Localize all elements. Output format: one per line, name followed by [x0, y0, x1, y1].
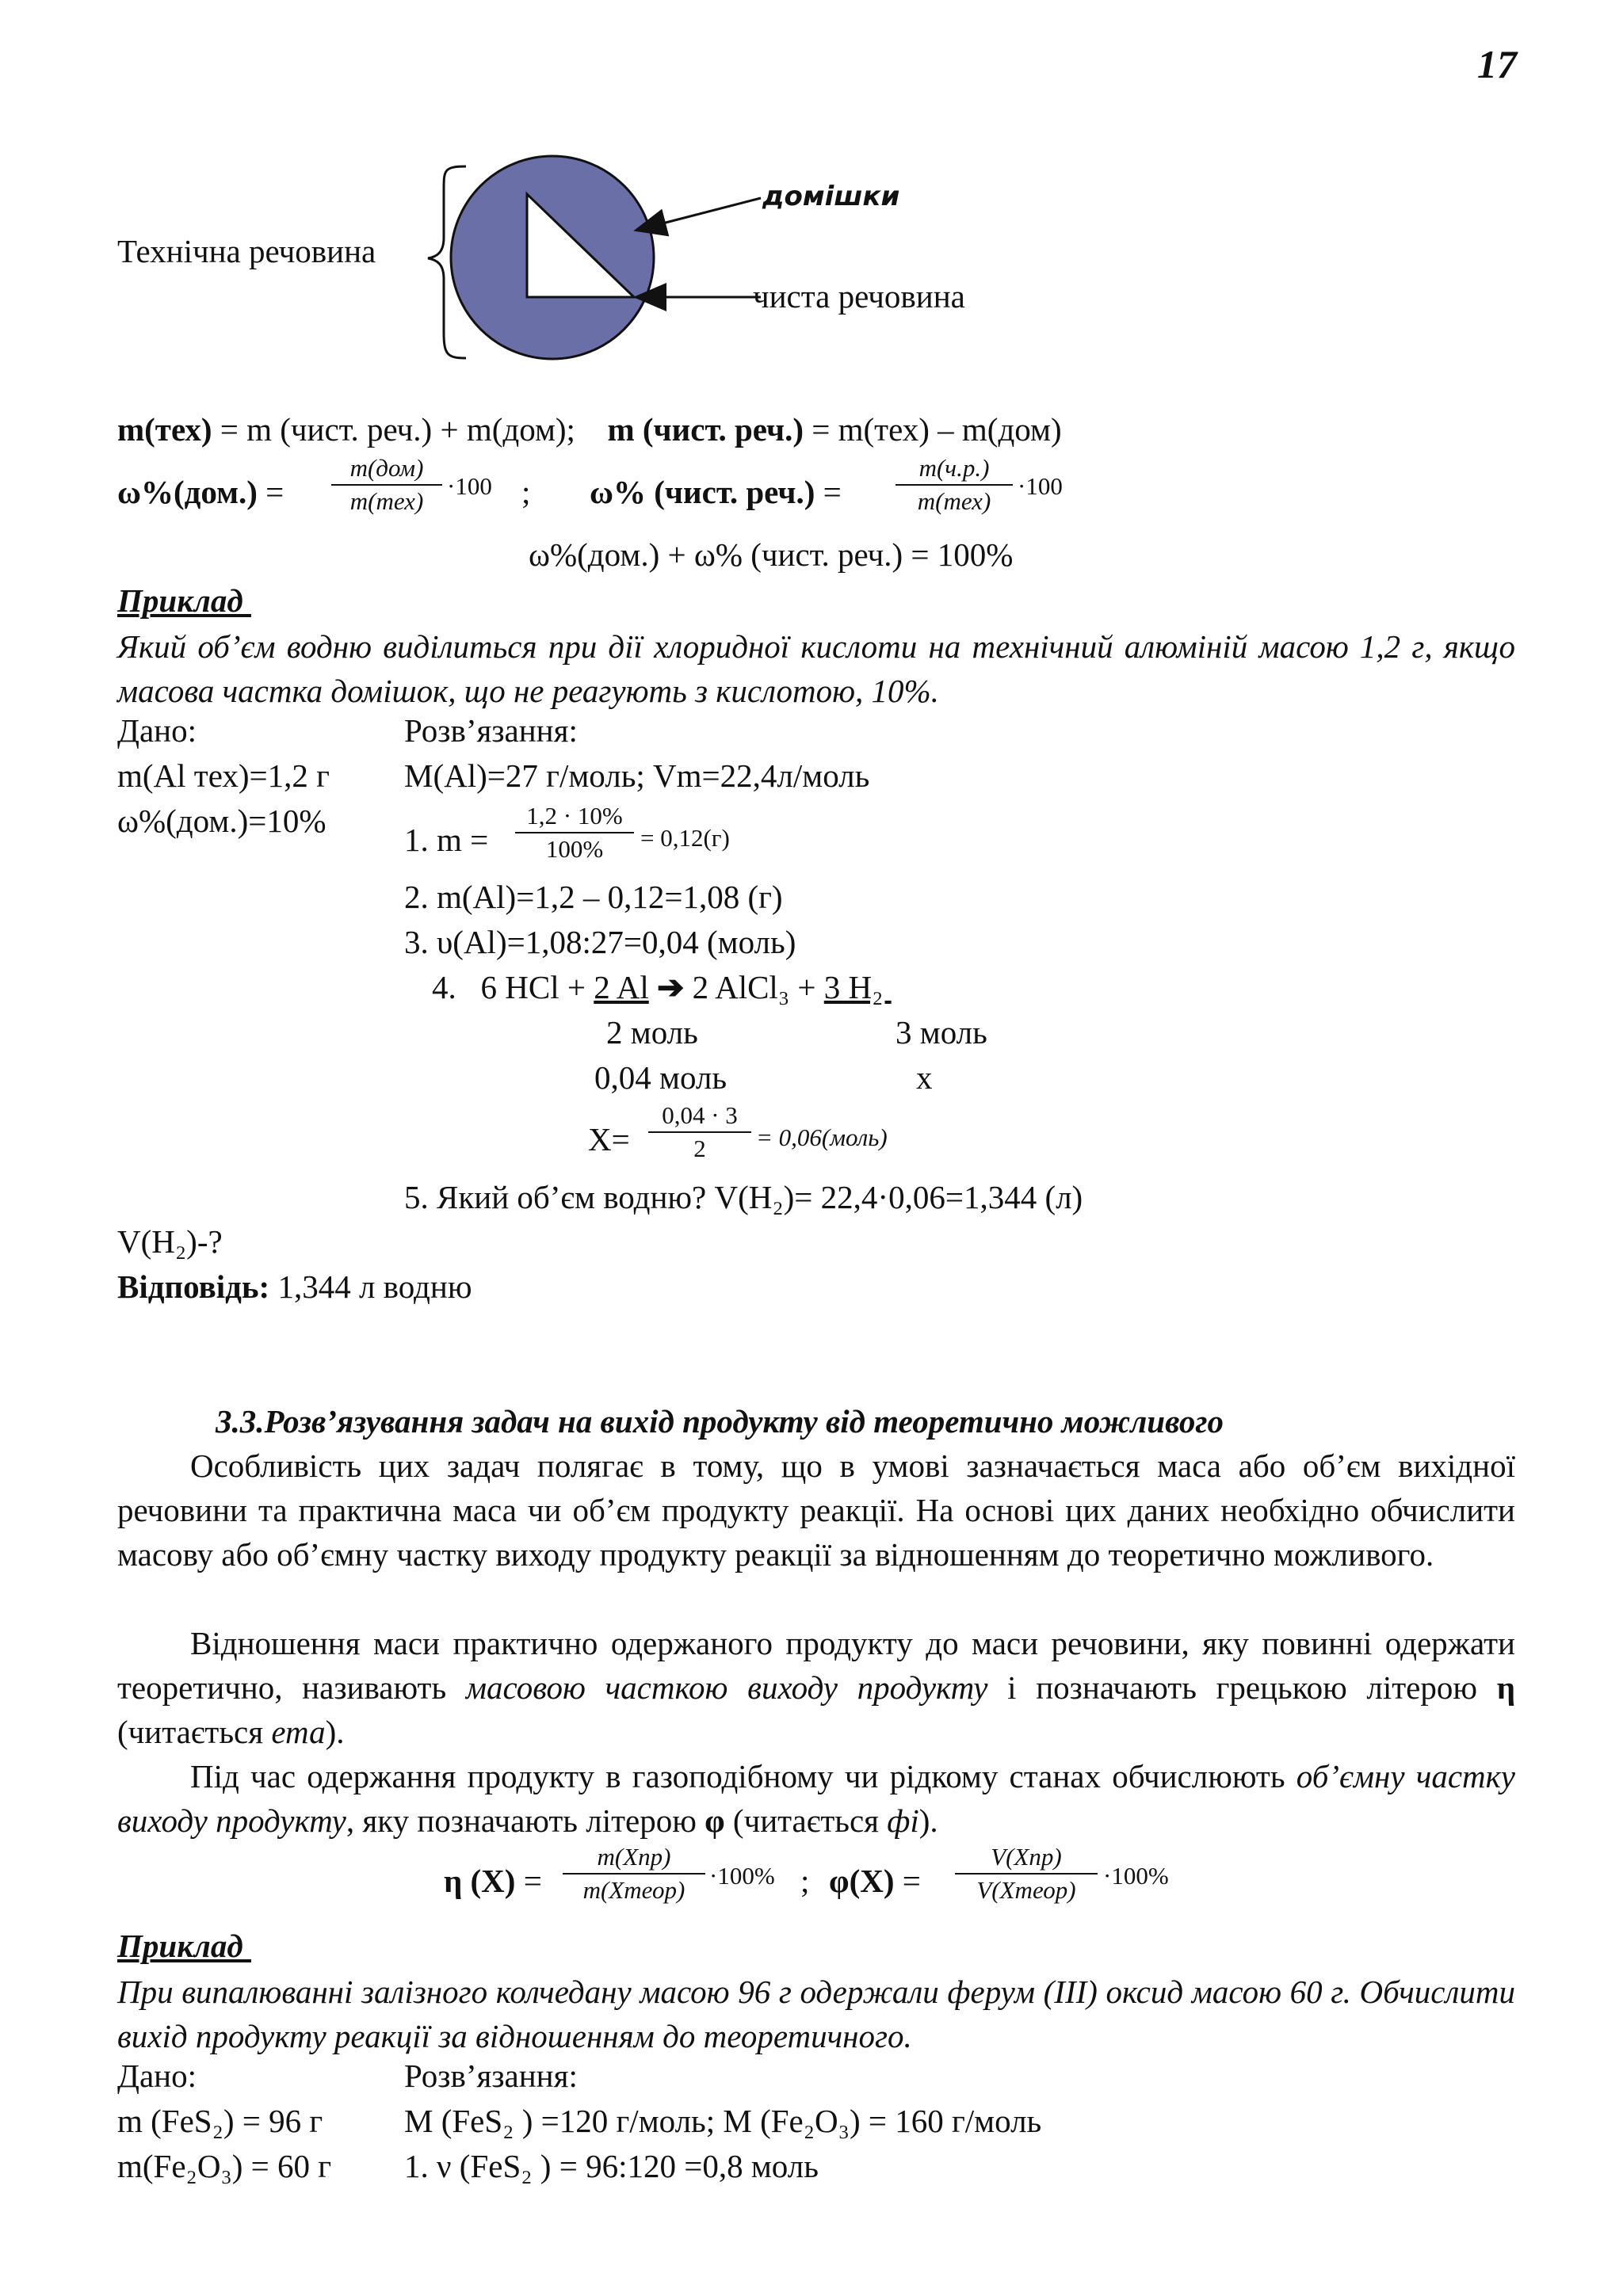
example1-step3: 3. υ(Al)=1,08:27=0,04 (моль)	[404, 924, 796, 960]
section-paragraph-3: Під час одержання продукту в газоподібному чи рідкому станах обчислюють об’ємну частку виходу продукту, яку позначають літерою φ (читається фі).	[117, 1758, 1515, 1839]
example2-heading: Приклад	[117, 1928, 251, 1964]
example1-mol-2: 2 моль	[606, 1014, 698, 1051]
section-title: 3.3.Розв’язування задач на вихід продукту від теоретично можливого	[216, 1403, 1224, 1440]
example2-given-2: m(Fe₂O₃) = 60 г	[117, 2148, 332, 2184]
example1-x-fraction: 0,04 · 3 2	[648, 1101, 751, 1163]
example2-given-1: m (FeS₂) = 96 г	[117, 2103, 323, 2139]
eta-label: η (X) =	[444, 1863, 542, 1899]
example1-mol-3: 3 моль	[896, 1014, 987, 1051]
example1-solution-label: Розв’язання:	[404, 712, 578, 749]
technical-substance-diagram	[0, 0, 1623, 380]
phi-fraction: V(Xпр) V(Xтеор)	[955, 1843, 1098, 1905]
example1-given-label: Дано:	[117, 712, 197, 749]
w-sum-formula: ω%(дом.) + ω% (чист. реч.) = 100%	[529, 536, 1014, 573]
w-semicolon: ;	[521, 474, 531, 510]
example2-step1: 1. ν (FeS₂ ) = 96:120 =0,8 моль	[404, 2148, 819, 2184]
example1-step1-result: = 0,12(г)	[640, 824, 730, 852]
example1-answer: Відповідь: 1,344 л водню	[117, 1268, 472, 1305]
w-dom-fraction: m(дом) m(тех)	[331, 454, 442, 516]
example1-x-var: x	[916, 1059, 933, 1096]
phi-label: φ(X) =	[829, 1863, 921, 1899]
w-pure-label: ω% (чист. реч.) =	[590, 474, 842, 510]
example2-task: При випалюванні залізного колчедану масою 96 г одержали ферум (ІІІ) оксид масою 60 г. Обчислити вихід продукту реакції за відношенням до теоретичного.	[117, 1974, 1515, 2054]
page-number: 17	[1477, 42, 1517, 86]
example1-step4-equation: 4. 6 HCl + 2 Al ➔ 2 AlCl₃ + 3 H₂	[432, 969, 892, 1005]
w-dom-mult: ·100	[447, 472, 492, 500]
eta-fraction: m(Xпр) m(Xтеор)	[563, 1843, 705, 1905]
w-dom-label: ω%(дом.) =	[117, 474, 285, 510]
example2-solution-label: Розв’язання:	[404, 2058, 578, 2094]
example1-step5: 5. Який об’єм водню? V(H₂)= 22,4·0,06=1,344 (л)	[404, 1179, 1083, 1215]
impurities-label: домішки	[762, 181, 900, 212]
example1-molar: M(Al)=27 г/моль; Vm=22,4л/моль	[404, 757, 870, 794]
example1-step1-fraction: 1,2 · 10% 100%	[515, 802, 634, 864]
eta-mult: ·100%	[709, 1862, 775, 1890]
example1-x-result: = 0,06(моль)	[756, 1123, 888, 1151]
example1-step1-prefix: 1. m =	[404, 822, 489, 858]
impurities-arrow	[638, 198, 761, 230]
w-pure-mult: ·100	[1018, 472, 1063, 500]
example1-step2: 2. m(Al)=1,2 – 0,12=1,08 (г)	[404, 879, 783, 915]
example1-find: V(H₂)-?	[117, 1223, 223, 1260]
example1-given-1: m(Al тех)=1,2 г	[117, 757, 330, 794]
example2-molar: M (FeS₂ ) =120 г/моль; M (Fe₂O₃) = 160 г/моль	[404, 2103, 1042, 2139]
diagram-left-label: Технічна речовина	[117, 233, 376, 269]
yield-semicolon: ;	[800, 1863, 810, 1899]
w-pure-fraction: m(ч.р.) m(тех)	[896, 454, 1013, 516]
section-paragraph-1: Особливість цих задач полягає в тому, що в умові зазначається маса або об’єм вихідної речовини та практична маса чи об’єм продукту реакції. На основі цих даних необхідно обчислити масову або об’ємну частку виходу продукту реакції за відношенням до теоретично можливого.	[117, 1447, 1515, 1573]
section-paragraph-2: Відношення маси практично одержаного продукту до маси речовини, яку повинні одержати теоретично, називають масовою часткою виходу продукту і позначають грецькою літерою η (читається ета).	[117, 1625, 1515, 1750]
example2-given-label: Дано:	[117, 2058, 197, 2094]
example1-heading: Приклад	[117, 582, 251, 619]
phi-mult: ·100%	[1103, 1862, 1169, 1890]
formula-line-1: m(тех) = m (чист. реч.) + m(дом); m (чист. реч.) = m(тех) – m(дом)	[117, 411, 1062, 448]
example1-x-prefix: X=	[588, 1121, 630, 1158]
example1-mol-004: 0,04 моль	[594, 1059, 727, 1096]
example1-task: Який об’єм водню виділиться при дії хлоридної кислоти на технічний алюміній масою 1,2 г, якщо масова частка домішок, що не реагують з кислотою, 10%.	[117, 628, 1515, 709]
example1-given-2: ω%(дом.)=10%	[117, 803, 327, 839]
pure-substance-label: чиста речовина	[753, 278, 965, 315]
